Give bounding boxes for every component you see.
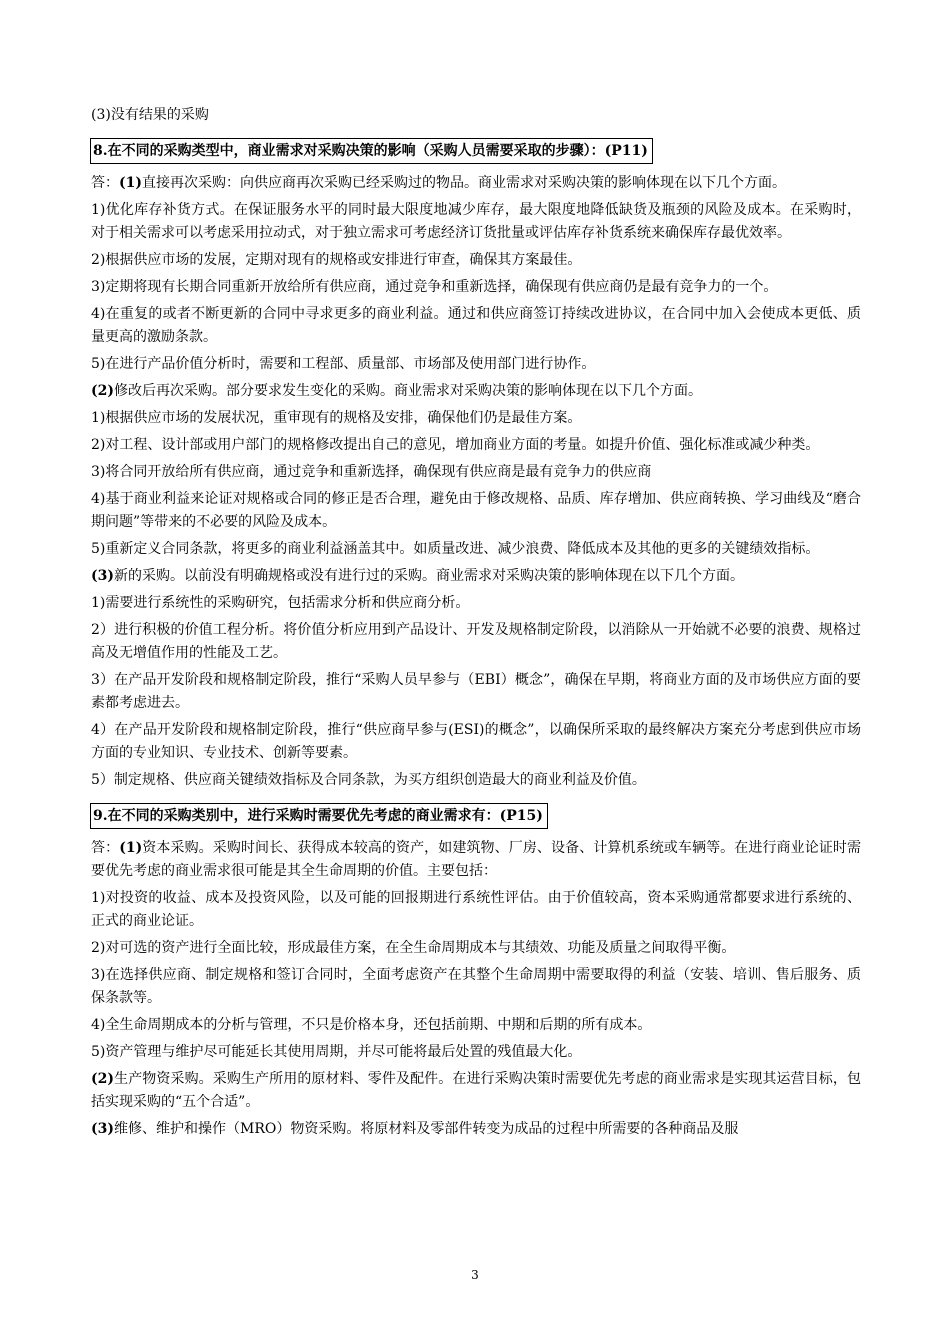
paragraph-text: 2)根据供应市场的发展，定期对现有的规格或安排进行审查，确保其方案最佳。 [91, 252, 582, 268]
item-marker: (2) [91, 383, 114, 399]
paragraph [91, 1041, 861, 1064]
paragraph [91, 592, 861, 615]
paragraph [91, 434, 861, 457]
paragraph-text: 新的采购。以前没有明确规格或没有进行过的采购。商业需求对采购决策的影响体现在以下几个方面。 [114, 568, 744, 584]
paragraph-text: 5)资产管理与维护尽可能延长其使用周期，并尽可能将最后处置的残值最大化。 [91, 1044, 582, 1060]
paragraph [91, 837, 861, 883]
paragraph [91, 276, 861, 299]
paragraph [91, 619, 861, 665]
paragraph-text: 2)对工程、设计部或用户部门的规格修改提出自己的意见，增加商业方面的考量。如提升价值、强化标准或减少种类。 [91, 437, 820, 453]
paragraph [91, 937, 861, 960]
paragraph-text: 维修、维护和操作（MRO）物资采购。将原材料及零部件转变为成品的过程中所需要的各种商品及服 [114, 1121, 739, 1137]
paragraph-text: 3)在选择供应商、制定规格和签订合同时，全面考虑资产在其整个生命周期中需要取得的利益（安装、培训、售后服务、质保条款等。 [91, 967, 861, 1006]
paragraph-text: 修改后再次采购。部分要求发生变化的采购。商业需求对采购决策的影响体现在以下几个方面。 [114, 383, 702, 399]
paragraph-text: 2）进行积极的价值工程分析。将价值分析应用到产品设计、开发及规格制定阶段，以消除从一开始就不必要的浪费、规格过高及无增值作用的性能及工艺。 [91, 622, 861, 661]
paragraph [91, 719, 861, 765]
paragraph-text: (3)没有结果的采购 [91, 107, 209, 123]
paragraph-text: 5）制定规格、供应商关键绩效指标及合同条款，为买方组织创造最大的商业利益及价值。 [91, 772, 646, 788]
paragraph [91, 407, 861, 430]
paragraph [91, 353, 861, 376]
item-marker: (1) [119, 175, 142, 191]
item-marker: (3) [91, 1121, 114, 1137]
paragraph-text: 4)全生命周期成本的分析与管理，不只是价格本身，还包括前期、中期和后期的所有成本。 [91, 1017, 652, 1033]
paragraph-text: 1)优化库存补货方式。在保证服务水平的同时最大限度地减少库存，最大限度地降低缺货及瓶颈的风险及成本。在采购时，对于相关需求可以考虑采用拉动式，对于独立需求可考虑经济订货批量或评估库存补货系统来确保库存最优效率。 [91, 202, 861, 241]
paragraph-text: 4)基于商业利益来论证对规格或合同的修正是否合理，避免由于修改规格、品质、库存增加、供应商转换、学习曲线及“磨合期问题”等带来的不必要的风险及成本。 [91, 491, 861, 530]
paragraph-text: 3)将合同开放给所有供应商，通过竞争和重新选择，确保现有供应商是最有竞争力的供应商 [91, 464, 652, 480]
paragraph-text: 5)重新定义合同条款，将更多的商业利益涵盖其中。如质量改进、减少浪费、降低成本及其他的更多的关键绩效指标。 [91, 541, 820, 557]
paragraph-text: 2)对可选的资产进行全面比较，形成最佳方案，在全生命周期成本与其绩效、功能及质量之间取得平衡。 [91, 940, 736, 956]
answer-prefix: 答： [91, 175, 119, 191]
paragraph-text: 直接再次采购：向供应商再次采购已经采购过的物品。商业需求对采购决策的影响体现在以下几个方面。 [142, 175, 786, 191]
paragraph-text: 5)在进行产品价值分析时，需要和工程部、质量部、市场部及使用部门进行协作。 [91, 356, 596, 372]
item-marker: (2) [91, 1071, 114, 1087]
paragraph [91, 538, 861, 561]
paragraph [91, 172, 861, 195]
paragraph-text: 资本采购。采购时间长、获得成本较高的资产，如建筑物、厂房、设备、计算机系统或车辆等。在进行商业论证时需要优先考虑的商业需求很可能是其全生命周期的价值。主要包括： [91, 840, 862, 879]
paragraph [91, 303, 861, 349]
page-number: 3 [471, 1268, 479, 1282]
item-marker: (3) [91, 568, 114, 584]
document-body [91, 104, 861, 1145]
paragraph-text: 1)根据供应市场的发展状况，重审现有的规格及安排，确保他们仍是最佳方案。 [91, 410, 582, 426]
paragraph-text: 1)对投资的收益、成本及投资风险，以及可能的回报期进行系统性评估。由于价值较高，资本采购通常都要求进行系统的、正式的商业论证。 [91, 890, 861, 929]
paragraph [91, 1068, 861, 1114]
paragraph [91, 380, 861, 403]
paragraph [91, 104, 861, 127]
paragraph [91, 669, 861, 715]
paragraph-text: 生产物资采购。采购生产所用的原材料、零件及配件。在进行采购决策时需要优先考虑的商业需求是实现其运营目标，包括实现采购的“五个合适”。 [91, 1071, 861, 1110]
paragraph [91, 964, 861, 1010]
paragraph [91, 769, 861, 792]
paragraph [91, 488, 861, 534]
paragraph-text: 3）在产品开发阶段和规格制定阶段，推行“采购人员早参与（EBI）概念”，确保在早期，将商业方面的及市场供应方面的要素都考虑进去。 [91, 672, 861, 711]
paragraph-text: 4)在重复的或者不断更新的合同中寻求更多的商业利益。通过和供应商签订持续改进协议，在合同中加入会使成本更低、质量更高的激励条款。 [91, 306, 861, 345]
paragraph [91, 461, 861, 484]
section-heading: 8.在不同的采购类型中，商业需求对采购决策的影响（采购人员需要采取的步骤）：(P11) [90, 138, 653, 164]
paragraph [91, 249, 861, 272]
item-marker: (1) [119, 840, 143, 856]
paragraph [91, 887, 861, 933]
answer-prefix: 答： [91, 840, 120, 856]
paragraph-text: 4）在产品开发阶段和规格制定阶段，推行“供应商早参与(ESI)的概念”，以确保所采取的最终解决方案充分考虑到供应市场方面的专业知识、专业技术、创新等要素。 [91, 722, 861, 761]
paragraph [91, 565, 861, 588]
paragraph-text: 3)定期将现有长期合同重新开放给所有供应商，通过竞争和重新选择，确保现有供应商仍是最有竞争力的一个。 [91, 279, 778, 295]
paragraph [91, 1014, 861, 1037]
paragraph-text: 1)需要进行系统性的采购研究，包括需求分析和供应商分析。 [91, 595, 470, 611]
paragraph [91, 199, 861, 245]
section-heading: 9.在不同的采购类别中，进行采购时需要优先考虑的商业需求有：(P15) [90, 803, 548, 829]
paragraph [91, 1118, 861, 1141]
